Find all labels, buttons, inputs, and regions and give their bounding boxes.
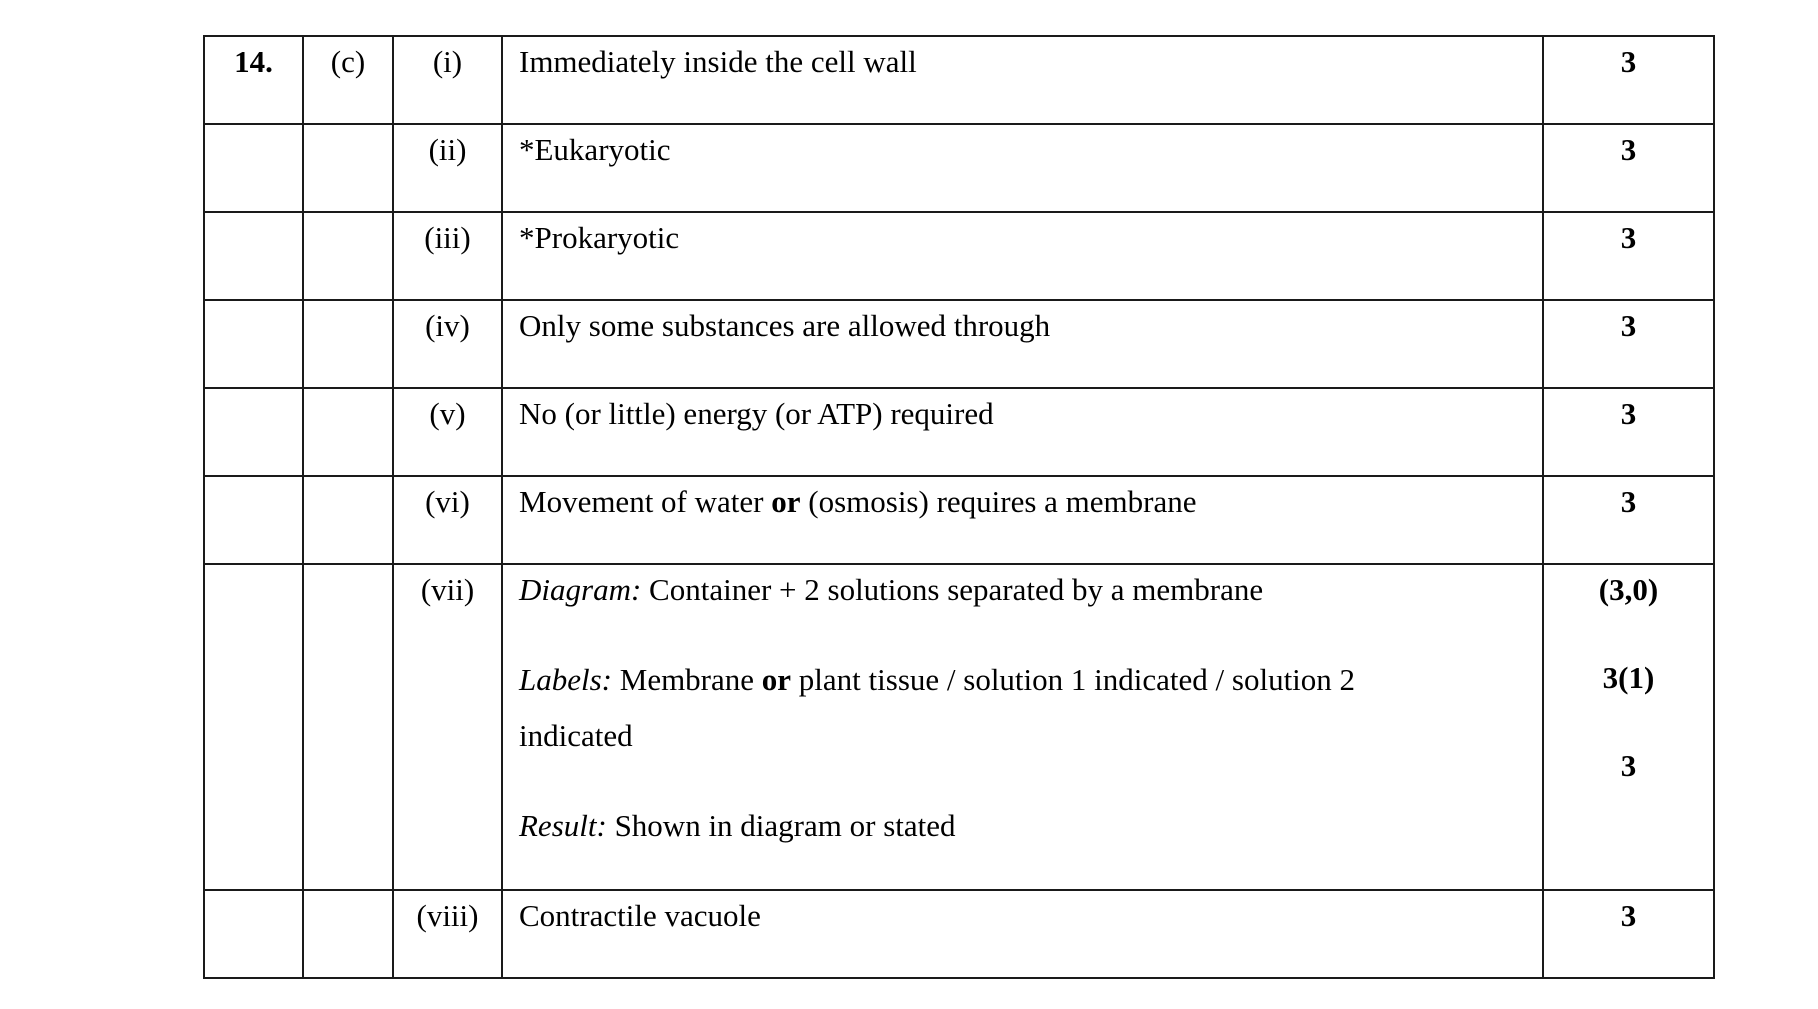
answer-text-or-emphasis: or xyxy=(771,484,801,519)
result-criterion xyxy=(519,809,1532,843)
answer-cell xyxy=(502,212,1543,300)
empty-cell xyxy=(204,476,303,564)
answer-text: No (or little) energy (or ATP) required xyxy=(519,396,994,431)
answer-cell xyxy=(502,36,1543,124)
empty-cell xyxy=(303,388,393,476)
empty-cell xyxy=(303,124,393,212)
marks-cell xyxy=(1543,300,1714,388)
marks-cell xyxy=(1543,36,1714,124)
marks-value: 3(1) xyxy=(1602,660,1655,695)
empty-cell xyxy=(303,890,393,978)
marks-cell xyxy=(1543,564,1714,890)
empty-cell xyxy=(204,300,303,388)
subpart-cell xyxy=(393,476,502,564)
empty-cell xyxy=(204,124,303,212)
answer-text: *Prokaryotic xyxy=(519,220,680,255)
subpart-cell xyxy=(393,124,502,212)
subpart-cell xyxy=(393,388,502,476)
answer-multiline xyxy=(503,565,1542,843)
table-row xyxy=(204,212,1714,300)
marks-value: 3 xyxy=(1620,396,1637,431)
empty-cell xyxy=(303,300,393,388)
marks-value: (3,0) xyxy=(1598,572,1659,607)
part-label: (c) xyxy=(330,44,366,79)
marks-cell xyxy=(1543,124,1714,212)
subpart-label: (iii) xyxy=(424,220,471,255)
question-number-cell xyxy=(204,36,303,124)
diagram-criterion xyxy=(519,573,1532,607)
table-row xyxy=(204,388,1714,476)
empty-cell xyxy=(204,564,303,890)
part-cell xyxy=(303,36,393,124)
question-number: 14. xyxy=(234,44,273,79)
subpart-label: (vi) xyxy=(425,484,470,519)
marks-value: 3 xyxy=(1620,308,1637,343)
marking-scheme-table xyxy=(203,35,1715,979)
answer-cell xyxy=(502,124,1543,212)
subpart-label: (ii) xyxy=(428,132,467,167)
empty-cell xyxy=(204,212,303,300)
subpart-cell xyxy=(393,36,502,124)
table-row xyxy=(204,564,1714,890)
empty-cell xyxy=(303,564,393,890)
answer-cell xyxy=(502,890,1543,978)
answer-cell xyxy=(502,388,1543,476)
answer-text: Only some substances are allowed through xyxy=(519,308,1051,343)
table-row xyxy=(204,476,1714,564)
subpart-label: (iv) xyxy=(425,308,470,343)
table-row xyxy=(204,36,1714,124)
marks-value: 3 xyxy=(1620,44,1637,79)
marks-cell xyxy=(1543,212,1714,300)
answer-text-part: Movement of water xyxy=(519,484,772,519)
labels-text-continued: indicated xyxy=(519,718,633,753)
subpart-label: (i) xyxy=(432,44,463,79)
labels-text: plant tissue / solution 1 indicated / solution 2 xyxy=(791,662,1356,697)
diagram-text: Container + 2 solutions separated by a membrane xyxy=(641,572,1264,607)
subpart-label: (viii) xyxy=(416,898,479,933)
empty-cell xyxy=(204,890,303,978)
marks-value: 3 xyxy=(1620,748,1637,783)
table-row xyxy=(204,300,1714,388)
diagram-label: Diagram: xyxy=(519,572,642,607)
labels-criterion xyxy=(519,663,1532,697)
answer-text-part: (osmosis) requires a membrane xyxy=(800,484,1197,519)
answer-cell xyxy=(502,564,1543,890)
result-text: Shown in diagram or stated xyxy=(606,808,956,843)
marks-value: 3 xyxy=(1620,898,1637,933)
table-row xyxy=(204,124,1714,212)
subpart-label: (vii) xyxy=(420,572,475,607)
answer-text: Immediately inside the cell wall xyxy=(519,44,917,79)
marks-cell xyxy=(1543,890,1714,978)
labels-label: Labels: xyxy=(519,662,612,697)
subpart-cell xyxy=(393,564,502,890)
empty-cell xyxy=(303,212,393,300)
marks-cell xyxy=(1543,476,1714,564)
answer-text: *Eukaryotic xyxy=(519,132,671,167)
subpart-cell xyxy=(393,890,502,978)
result-label: Result: xyxy=(519,808,607,843)
table-row xyxy=(204,890,1714,978)
subpart-cell xyxy=(393,300,502,388)
answer-text xyxy=(503,477,1542,519)
labels-or-emphasis: or xyxy=(761,662,792,697)
marks-multiline xyxy=(1544,565,1713,783)
answer-cell xyxy=(502,300,1543,388)
marks-value: 3 xyxy=(1620,484,1637,519)
empty-cell xyxy=(303,476,393,564)
marks-value: 3 xyxy=(1620,132,1637,167)
subpart-cell xyxy=(393,212,502,300)
subpart-label: (v) xyxy=(429,396,466,431)
answer-text: Contractile vacuole xyxy=(519,898,761,933)
labels-text: Membrane xyxy=(612,662,762,697)
empty-cell xyxy=(204,388,303,476)
marks-value: 3 xyxy=(1620,220,1637,255)
answer-cell xyxy=(502,476,1543,564)
marks-cell xyxy=(1543,388,1714,476)
